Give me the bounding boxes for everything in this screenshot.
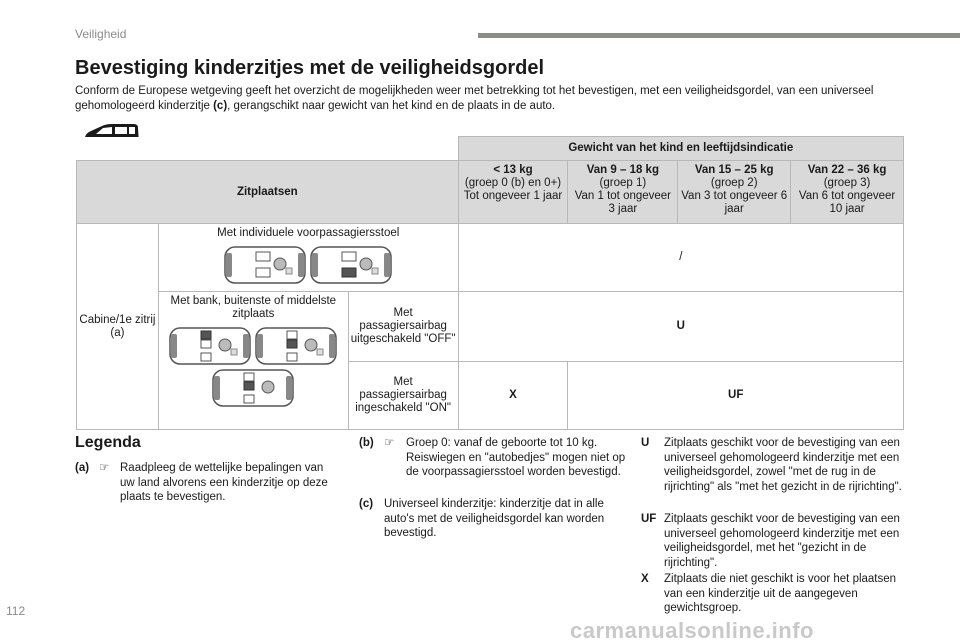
legend-key-u: U <box>641 437 650 449</box>
group-1-title: Van 9 – 18 kg <box>586 164 659 176</box>
individual-seat-diagrams <box>161 246 456 284</box>
group-0-line2: Tot ongeveer 1 jaar <box>463 190 563 202</box>
legend-item-c <box>359 497 629 543</box>
legend-key-a: (a) <box>75 462 90 474</box>
seat-header: Zitplaatsen <box>77 161 459 224</box>
legend-key-x: X <box>641 573 649 585</box>
intro-text-before: Conform de Europese wetgeving geeft het overzicht de mogelijkheden weer met betrekking tot het bevestigen, met een veiligheidsgordel, van een universeel gehomologeerd kinderzitje <box>75 85 874 112</box>
legend-item-a <box>75 461 335 511</box>
group-1-line2: Van 1 tot ongeveer 3 jaar <box>574 190 672 215</box>
individual-seat-cell <box>158 224 458 292</box>
group-0-line1: (groep 0 (b) en 0+) <box>464 177 562 189</box>
group-0-title: < 13 kg <box>493 164 533 176</box>
airbag-on-value-other: UF <box>568 362 904 430</box>
group-1-line1: (groep 1) <box>599 177 647 189</box>
legend-key-uf: UF <box>641 513 657 525</box>
car-top-view-icon <box>255 327 337 365</box>
car-top-view-icon <box>212 369 294 407</box>
legend-text-a: Raadpleeg de wettelijke bepalingen van uw land alvorens een kinderzitje op deze plaats te bevestigen. <box>120 462 328 503</box>
legend-text-x: Zitplaats die niet geschikt is voor het plaatsen van een kinderzitje uit de aangegeven gewichtsgroep. <box>664 573 897 614</box>
legend-item-b <box>359 436 629 496</box>
intro-bold-ref: (c) <box>213 100 228 112</box>
car-top-view-icon <box>310 246 392 284</box>
legend-item-uf <box>641 512 906 570</box>
blank-corner <box>77 137 459 161</box>
individual-seat-value: / <box>458 224 903 292</box>
airbag-off-label: Met passagiersairbag uitgeschakeld "OFF" <box>348 292 458 362</box>
group-3-title: Van 22 – 36 kg <box>807 164 887 176</box>
group-2-line1: (groep 2) <box>710 177 758 189</box>
legend-title: Legenda <box>75 434 141 451</box>
legend-text-b: Groep 0: vanaf de geboorte tot 10 kg. Reiswiegen en "autobedjes" mogen niet op de voorpassagiersstoel worden bevestigd. <box>406 437 626 478</box>
pointing-hand-icon: ☞ <box>99 462 110 474</box>
weight-header: Gewicht van het kind en leeftijdsindicatie <box>458 137 903 161</box>
legend-item-x <box>641 572 906 618</box>
legend-item-u <box>641 436 906 508</box>
car-top-view-icon <box>224 246 306 284</box>
legend-text-u: Zitplaats geschikt voor de bevestiging van een universeel gehomologeerd kinderzitje met een veiligheidsgordel, zowel "met de rug in de rijrichting" als "met het gezicht in de rijrichting". <box>664 437 902 493</box>
group-2-line2: Van 3 tot ongeveer 6 jaar <box>681 190 788 215</box>
section-label: Veiligheid <box>75 27 127 41</box>
bench-seat-label: Met bank, buitenste of middelste zitplaats <box>170 295 337 320</box>
intro-text-after: , gerangschikt naar gewicht van het kind en de plaats in de auto. <box>227 100 556 112</box>
group-1-header <box>568 161 678 224</box>
cabin-label: Cabine/1e zitrij (a) <box>77 224 159 430</box>
bench-seat-diagrams <box>161 327 346 407</box>
airbag-on-label: Met passagiersairbag ingeschakeld "ON" <box>348 362 458 430</box>
legend-text-c: Universeel kinderzitje: kinderzitje dat in alle auto's met de veiligheidsgordel kan worden bevestigd. <box>384 498 605 539</box>
seat-compatibility-table <box>76 136 904 430</box>
legend-key-c: (c) <box>359 498 374 510</box>
section-rule <box>478 33 960 38</box>
intro-paragraph <box>75 84 905 114</box>
group-2-header <box>678 161 791 224</box>
airbag-on-value-group0: X <box>458 362 568 430</box>
individual-seat-label: Met individuele voorpassagiersstoel <box>217 227 400 239</box>
group-3-line2: Van 6 tot ongeveer 10 jaar <box>798 190 896 215</box>
page-title: Bevestiging kinderzitjes met de veiligheidsgordel <box>75 57 545 79</box>
airbag-off-value: U <box>458 292 903 362</box>
group-2-title: Van 15 – 25 kg <box>694 164 774 176</box>
legend-text-uf: Zitplaats geschikt voor de bevestiging van een universeel gehomologeerd kinderzitje met een veiligheidsgordel, met het "gezicht in de rijrichting". <box>664 513 900 569</box>
group-3-line1: (groep 3) <box>823 177 871 189</box>
group-3-header <box>791 161 904 224</box>
watermark: carmanualsonline.info <box>570 618 814 640</box>
legend-key-b: (b) <box>359 437 374 449</box>
page-number: 112 <box>6 604 26 618</box>
car-top-view-icon <box>169 327 251 365</box>
group-0-header <box>458 161 568 224</box>
pointing-hand-icon: ☞ <box>384 437 395 449</box>
bench-seat-cell <box>158 292 348 430</box>
